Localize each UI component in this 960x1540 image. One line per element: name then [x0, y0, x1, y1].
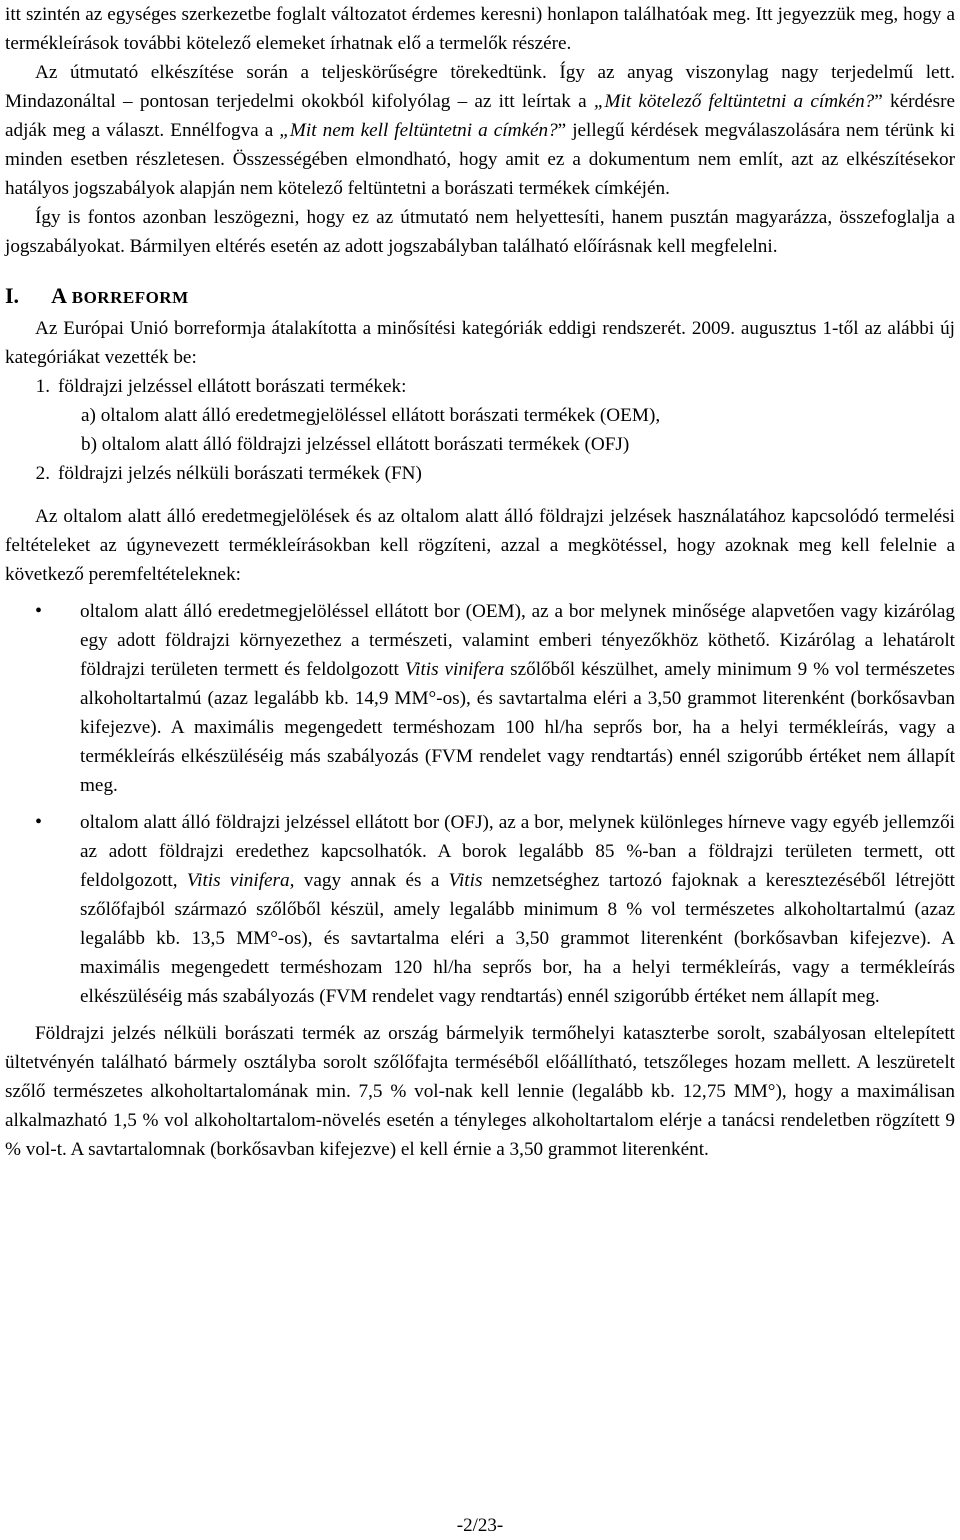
intro-p2-text-a: Az útmutató elkészítése során a teljeskörűségre törekedtünk. Így az anyag viszonylag nagy terjedelmű lett. Mindazonáltal – pontosan terjedelmi okokból kifolyólag – az itt leírtak a — [5, 62, 955, 112]
bullet-oem-species: Vitis vinifera — [404, 659, 505, 680]
requirements-paragraph: Az oltalom alatt álló eredetmegjelölések és az oltalom alatt álló földrajzi jelzések használatához kapcsolódó termelési feltételeket az úgynevezett termékleírásokban kell rögzíteni, azzal a megkötéssel, hogy azoknak meg kell felelnie a következő peremfeltételeknek: — [5, 506, 955, 585]
intro-p2-text-b: ” kérdésre adják meg a választ. Ennélfogva a — [5, 91, 956, 141]
intro-paragraph-2 — [5, 58, 955, 203]
intro-p2-text-c: ” jellegű kérdések megválaszolására nem térünk ki minden esetben részletesen. Összességében elmondható, hogy amit ez a dokumentum nem említ, azt az elkészítésekor hatályos jogszabályok alapján nem kötelező feltüntetni a borászati termékek címkéjén. — [5, 120, 955, 199]
category-sublist-item-b: b) oltalom alatt álló földrajzi jelzéssel ellátott borászati termékek (OFJ) — [81, 434, 630, 455]
bullet-item-ofj — [5, 808, 955, 1011]
list-number: 2. — [35, 463, 50, 484]
section-lead-paragraph: Az Európai Unió borreformja átalakította a minősítési kategóriák eddigi rendszerét. 2009. augusztus 1-től az alábbi új kategóriákat vezették be: — [5, 318, 955, 368]
intro-p2-question-2: „Mit nem kell feltüntetni a címkén? — [279, 120, 558, 141]
intro-paragraph-1: itt szintén az egységes szerkezetbe foglalt változatot érdemes keresni) honlapon találhatóak meg. Itt jegyezzük meg, hogy a termékleírások további kötelező elemeket írhatnak elő a termelők részére. — [5, 4, 955, 54]
bullet-item-oem — [5, 597, 955, 800]
bullet-ofj-text-b: vagy annak és a — [294, 870, 449, 891]
bullet-ofj-species-1: Vitis vinifera, — [186, 870, 295, 891]
page-number: -2/23- — [456, 1515, 504, 1536]
list-text: földrajzi jelzés nélküli borászati termékek (FN) — [58, 463, 422, 484]
section-title-initial: A — [51, 283, 67, 308]
bullet-oem-text-b: szőlőből készülhet, amely minimum 9 % vol természetes alkoholtartalmú (azaz legalább kb. 14,9 MM°-os), és savtartalma eléri a 3,50 grammot literenként (borkősavban kifejezve). A maximális megengedett terméshozam 100 hl/ha seprős bor, ha a helyi termékleírás, vagy a termékleírás elkészüléséig más szabályozás (FVM rendelet vagy rendtartás) ennél szigorúbb értéket nem állapít meg. — [80, 659, 956, 796]
category-list-item-2 — [5, 459, 955, 488]
intro-p2-question-1: „Mit kötelező feltüntetni a címkén? — [593, 91, 875, 112]
list-number: 1. — [35, 376, 50, 397]
section-heading — [5, 281, 955, 312]
list-text: földrajzi jelzéssel ellátott borászati termékek: — [58, 376, 407, 397]
bullet-ofj-text-a: oltalom alatt álló földrajzi jelzéssel ellátott bor (OFJ), az a bor, melynek különleges hírneve vagy egyéb jellemzői az adott földrajzi eredethez kapcsolhatók. A borok legalább 85 %-ban a földrajzi területen termett, ott feldolgozott, — [80, 812, 955, 891]
bullet-ofj-species-2: Vitis — [448, 870, 483, 891]
fn-paragraph: Földrajzi jelzés nélküli borászati termék az ország bármelyik termőhelyi kataszterbe sorolt, szabályosan eltelepített ültetvényén található bármely osztályba sorolt szőlőfajta terméséből előállítható, tetszőleges hozam mellett. A leszüretelt szőlő természetes alkoholtartalomának min. 7,5 % vol-nak kell lennie (legalább kb. 12,75 MM°), hogy a maximálisan alkalmazható 1,5 % vol alkoholtartalom-növelés esetén a tényleges alkoholtartalom elérje a tanácsi rendeletben rögzített 9 % vol-t. A savtartalomnak (borkősavban kifejezve) el kell érnie a 3,50 grammot literenként. — [5, 1023, 955, 1160]
section-title-rest: BORREFORM — [71, 288, 189, 307]
bullet-icon: • — [35, 600, 43, 622]
document-page — [5, 0, 955, 1164]
bullet-ofj-text-c: nemzetséghez tartozó fajoknak a keresztezéséből létrejött szőlőfajból származó szőlőből készül, amely legalább minimum 8 % vol természetes alkoholtartalmú (azaz legalább kb. 13,5 MM°-os), és savtartalma eléri a 3,50 grammot literenként (borkősavban kifejezve). A maximális megengedett terméshozam 120 hl/ha seprős bor, ha a helyi termékleírás, vagy a termékleírás elkészüléséig más szabályozás (FVM rendelet vagy rendtartás) ennél szigorúbb értéket nem állapít meg. — [80, 870, 955, 1007]
intro-paragraph-3: Így is fontos azonban leszögezni, hogy ez az útmutató nem helyettesíti, hanem pusztán magyarázza, összefoglalja a jogszabályokat. Bármilyen eltérés esetén az adott jogszabályban található előírásnak kell megfelelni. — [5, 207, 955, 257]
section-roman-numeral: I. — [5, 283, 20, 308]
bullet-oem-text-a: oltalom alatt álló eredetmegjelöléssel ellátott bor (OEM), az a bor melynek minősége alapvetően vagy kizárólag egy adott földrajzi környezethez a természeti, valamint emberi tényezőkhöz köthető. Kizárólag a lehatárolt földrajzi területen termett és feldolgozott — [80, 601, 955, 680]
bullet-icon: • — [35, 811, 43, 833]
category-list-item-1 — [5, 372, 955, 401]
category-sublist-item-a: a) oltalom alatt álló eredetmegjelöléssel ellátott borászati termékek (OEM), — [81, 405, 661, 426]
